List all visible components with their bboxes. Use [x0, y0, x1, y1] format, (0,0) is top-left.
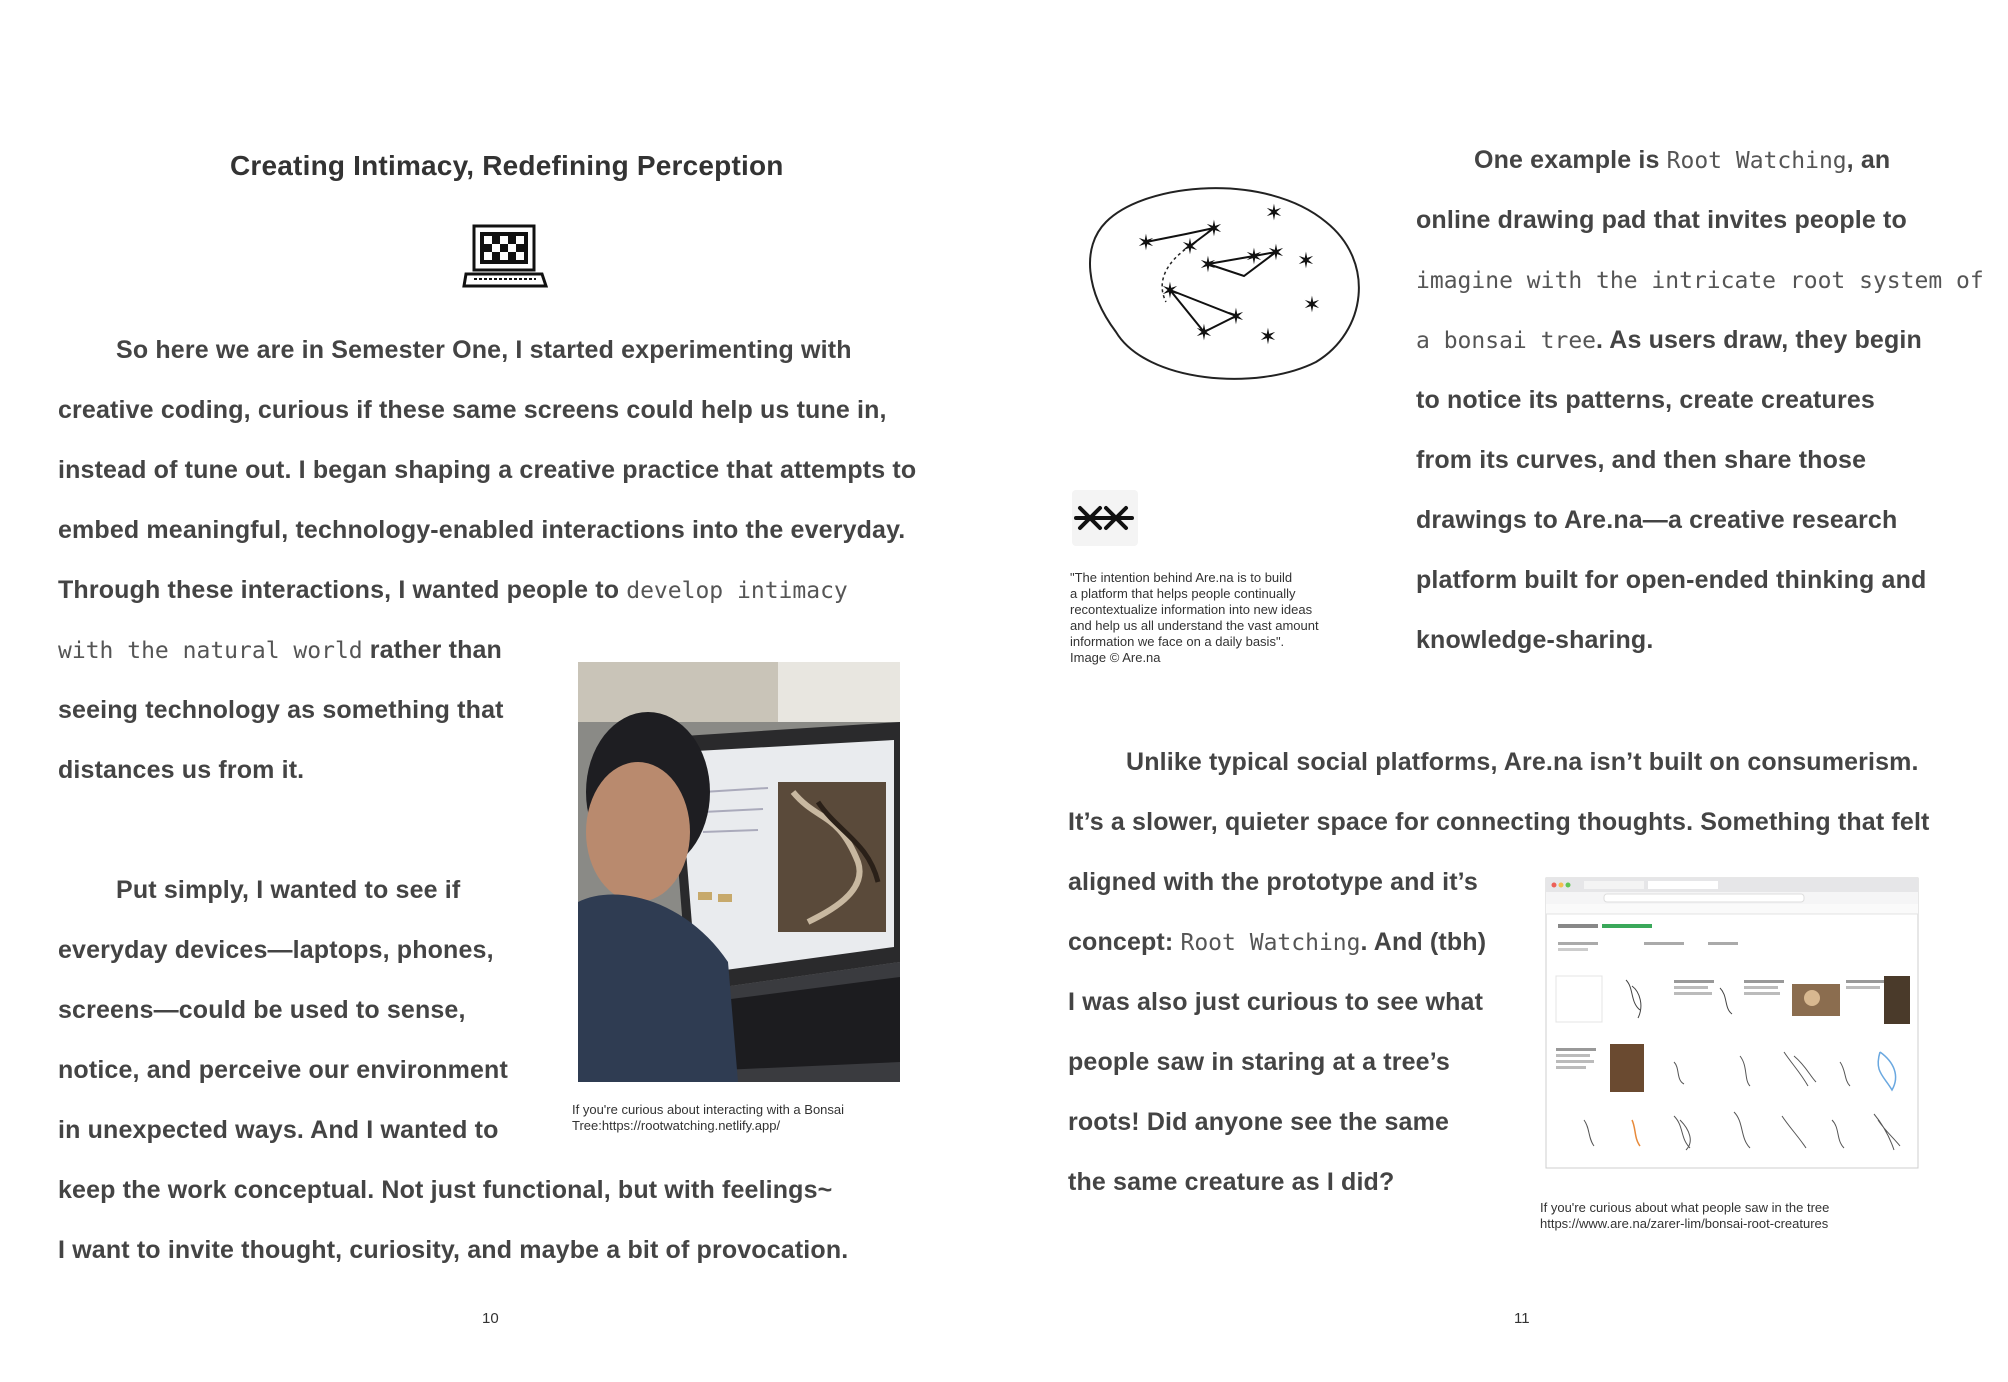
body-text-line	[1068, 928, 1486, 957]
laptop-icon	[462, 224, 548, 290]
body-text-line: I was also just curious to see what	[1068, 988, 1484, 1016]
highlight-text: Root Watching	[1666, 148, 1847, 174]
body-text-line: people saw in staring at a tree’s	[1068, 1048, 1450, 1076]
body-text-span: One example is	[1474, 146, 1667, 174]
svg-text:✶: ✶	[1180, 235, 1200, 260]
photo-person-laptop	[578, 662, 900, 1082]
highlight-text-line: imagine with the intricate root system of	[1416, 268, 1984, 294]
photo-caption-line: Tree:https://rootwatching.netlify.app/	[572, 1118, 781, 1133]
svg-text:✶: ✶	[1136, 231, 1156, 256]
body-text-line	[58, 636, 502, 665]
photo-caption-line: If you're curious about interacting with a Bonsai	[572, 1102, 845, 1117]
body-text-line: knowledge-sharing.	[1416, 626, 1654, 654]
body-text-line	[1416, 326, 1922, 355]
body-text-line: the same creature as I did?	[1068, 1168, 1395, 1196]
svg-text:✶: ✶	[1198, 253, 1218, 278]
arena-quote-line: Image © Are.na	[1070, 650, 1161, 665]
body-text-span: Through these interactions, I wanted people to	[58, 576, 627, 604]
body-text-line: keep the work conceptual. Not just functional, but with feelings~	[58, 1176, 833, 1204]
body-text-span: . And (tbh)	[1360, 928, 1487, 956]
arena-quote-line: "The intention behind Are.na is to build	[1070, 570, 1293, 585]
body-text-line: embed meaningful, technology-enabled interactions into the everyday.	[58, 516, 906, 544]
body-text-line: Put simply, I wanted to see if	[116, 876, 461, 904]
svg-text:✶: ✶	[1264, 201, 1284, 226]
body-text-line: roots! Did anyone see the same	[1068, 1108, 1450, 1136]
body-text-line: instead of tune out. I began shaping a creative practice that attempts to	[58, 456, 917, 484]
body-text-line	[1474, 146, 1890, 175]
body-text-span: rather than	[362, 636, 502, 664]
body-text-line: distances us from it.	[58, 756, 305, 784]
highlight-text: a bonsai tree	[1416, 328, 1597, 354]
svg-text:✶: ✶	[1302, 293, 1322, 318]
body-text-line: notice, and perceive our environment	[58, 1056, 508, 1084]
svg-text:✶: ✶	[1194, 321, 1214, 346]
highlight-text: Root Watching	[1180, 930, 1361, 956]
page-title: Creating Intimacy, Redefining Perception	[230, 150, 784, 181]
body-text-line: from its curves, and then share those	[1416, 446, 1867, 474]
highlight-text: develop intimacy	[626, 578, 848, 604]
svg-text:✶: ✶	[1266, 241, 1286, 266]
svg-text:✶: ✶	[1204, 217, 1224, 242]
body-text-line: Unlike typical social platforms, Are.na isn’t built on consumerism.	[1126, 748, 1919, 776]
body-text-line: online drawing pad that invites people to	[1416, 206, 1907, 234]
body-text-line: screens—could be used to sense,	[58, 996, 466, 1024]
body-text-line: to notice its patterns, create creatures	[1416, 386, 1875, 414]
body-text-line: aligned with the prototype and it’s	[1068, 868, 1478, 896]
svg-text:✶: ✶	[1244, 245, 1264, 270]
body-text-line: everyday devices—laptops, phones,	[58, 936, 494, 964]
arena-quote-line: a platform that helps people continually	[1070, 586, 1296, 601]
svg-text:✶: ✶	[1258, 325, 1278, 350]
arena-quote-line: recontextualize information into new ideas	[1070, 602, 1313, 617]
arena-quote-line: and help us all understand the vast amount	[1070, 618, 1319, 633]
screenshot-caption-line: https://www.are.na/zarer-lim/bonsai-root-creatures	[1540, 1216, 1829, 1231]
body-text-line: I want to invite thought, curiosity, and maybe a bit of provocation.	[58, 1236, 849, 1264]
page-number: 10	[482, 1310, 499, 1327]
svg-text:✶: ✶	[1160, 279, 1180, 304]
body-text-span: concept:	[1068, 928, 1181, 956]
body-text-span: , an	[1846, 146, 1891, 174]
svg-text:✶: ✶	[1296, 249, 1316, 274]
body-text-line: seeing technology as something that	[58, 696, 504, 724]
body-text-line: drawings to Are.na—a creative research	[1416, 506, 1898, 534]
arena-logo-icon	[1070, 488, 1140, 548]
body-text-line: It’s a slower, quieter space for connecting thoughts. Something that felt	[1068, 808, 1930, 836]
constellation-illustration	[1086, 182, 1370, 382]
body-text-line: creative coding, curious if these same screens could help us tune in,	[58, 396, 887, 424]
body-text-line	[58, 576, 848, 605]
svg-text:✶: ✶	[1226, 305, 1246, 330]
body-text-line: platform built for open-ended thinking and	[1416, 566, 1927, 594]
page-number: 11	[1514, 1310, 1530, 1327]
arena-quote-line: information we face on a daily basis".	[1070, 634, 1285, 649]
highlight-text: with the natural world	[58, 638, 363, 664]
screenshot-caption-line: If you're curious about what people saw in the tree	[1540, 1200, 1830, 1215]
body-text-span: . As users draw, they begin	[1596, 326, 1922, 354]
body-text-line: in unexpected ways. And I wanted to	[58, 1116, 499, 1144]
body-text-line: So here we are in Semester One, I started experimenting with	[116, 336, 852, 364]
arena-channel-screenshot	[1544, 876, 1922, 1172]
